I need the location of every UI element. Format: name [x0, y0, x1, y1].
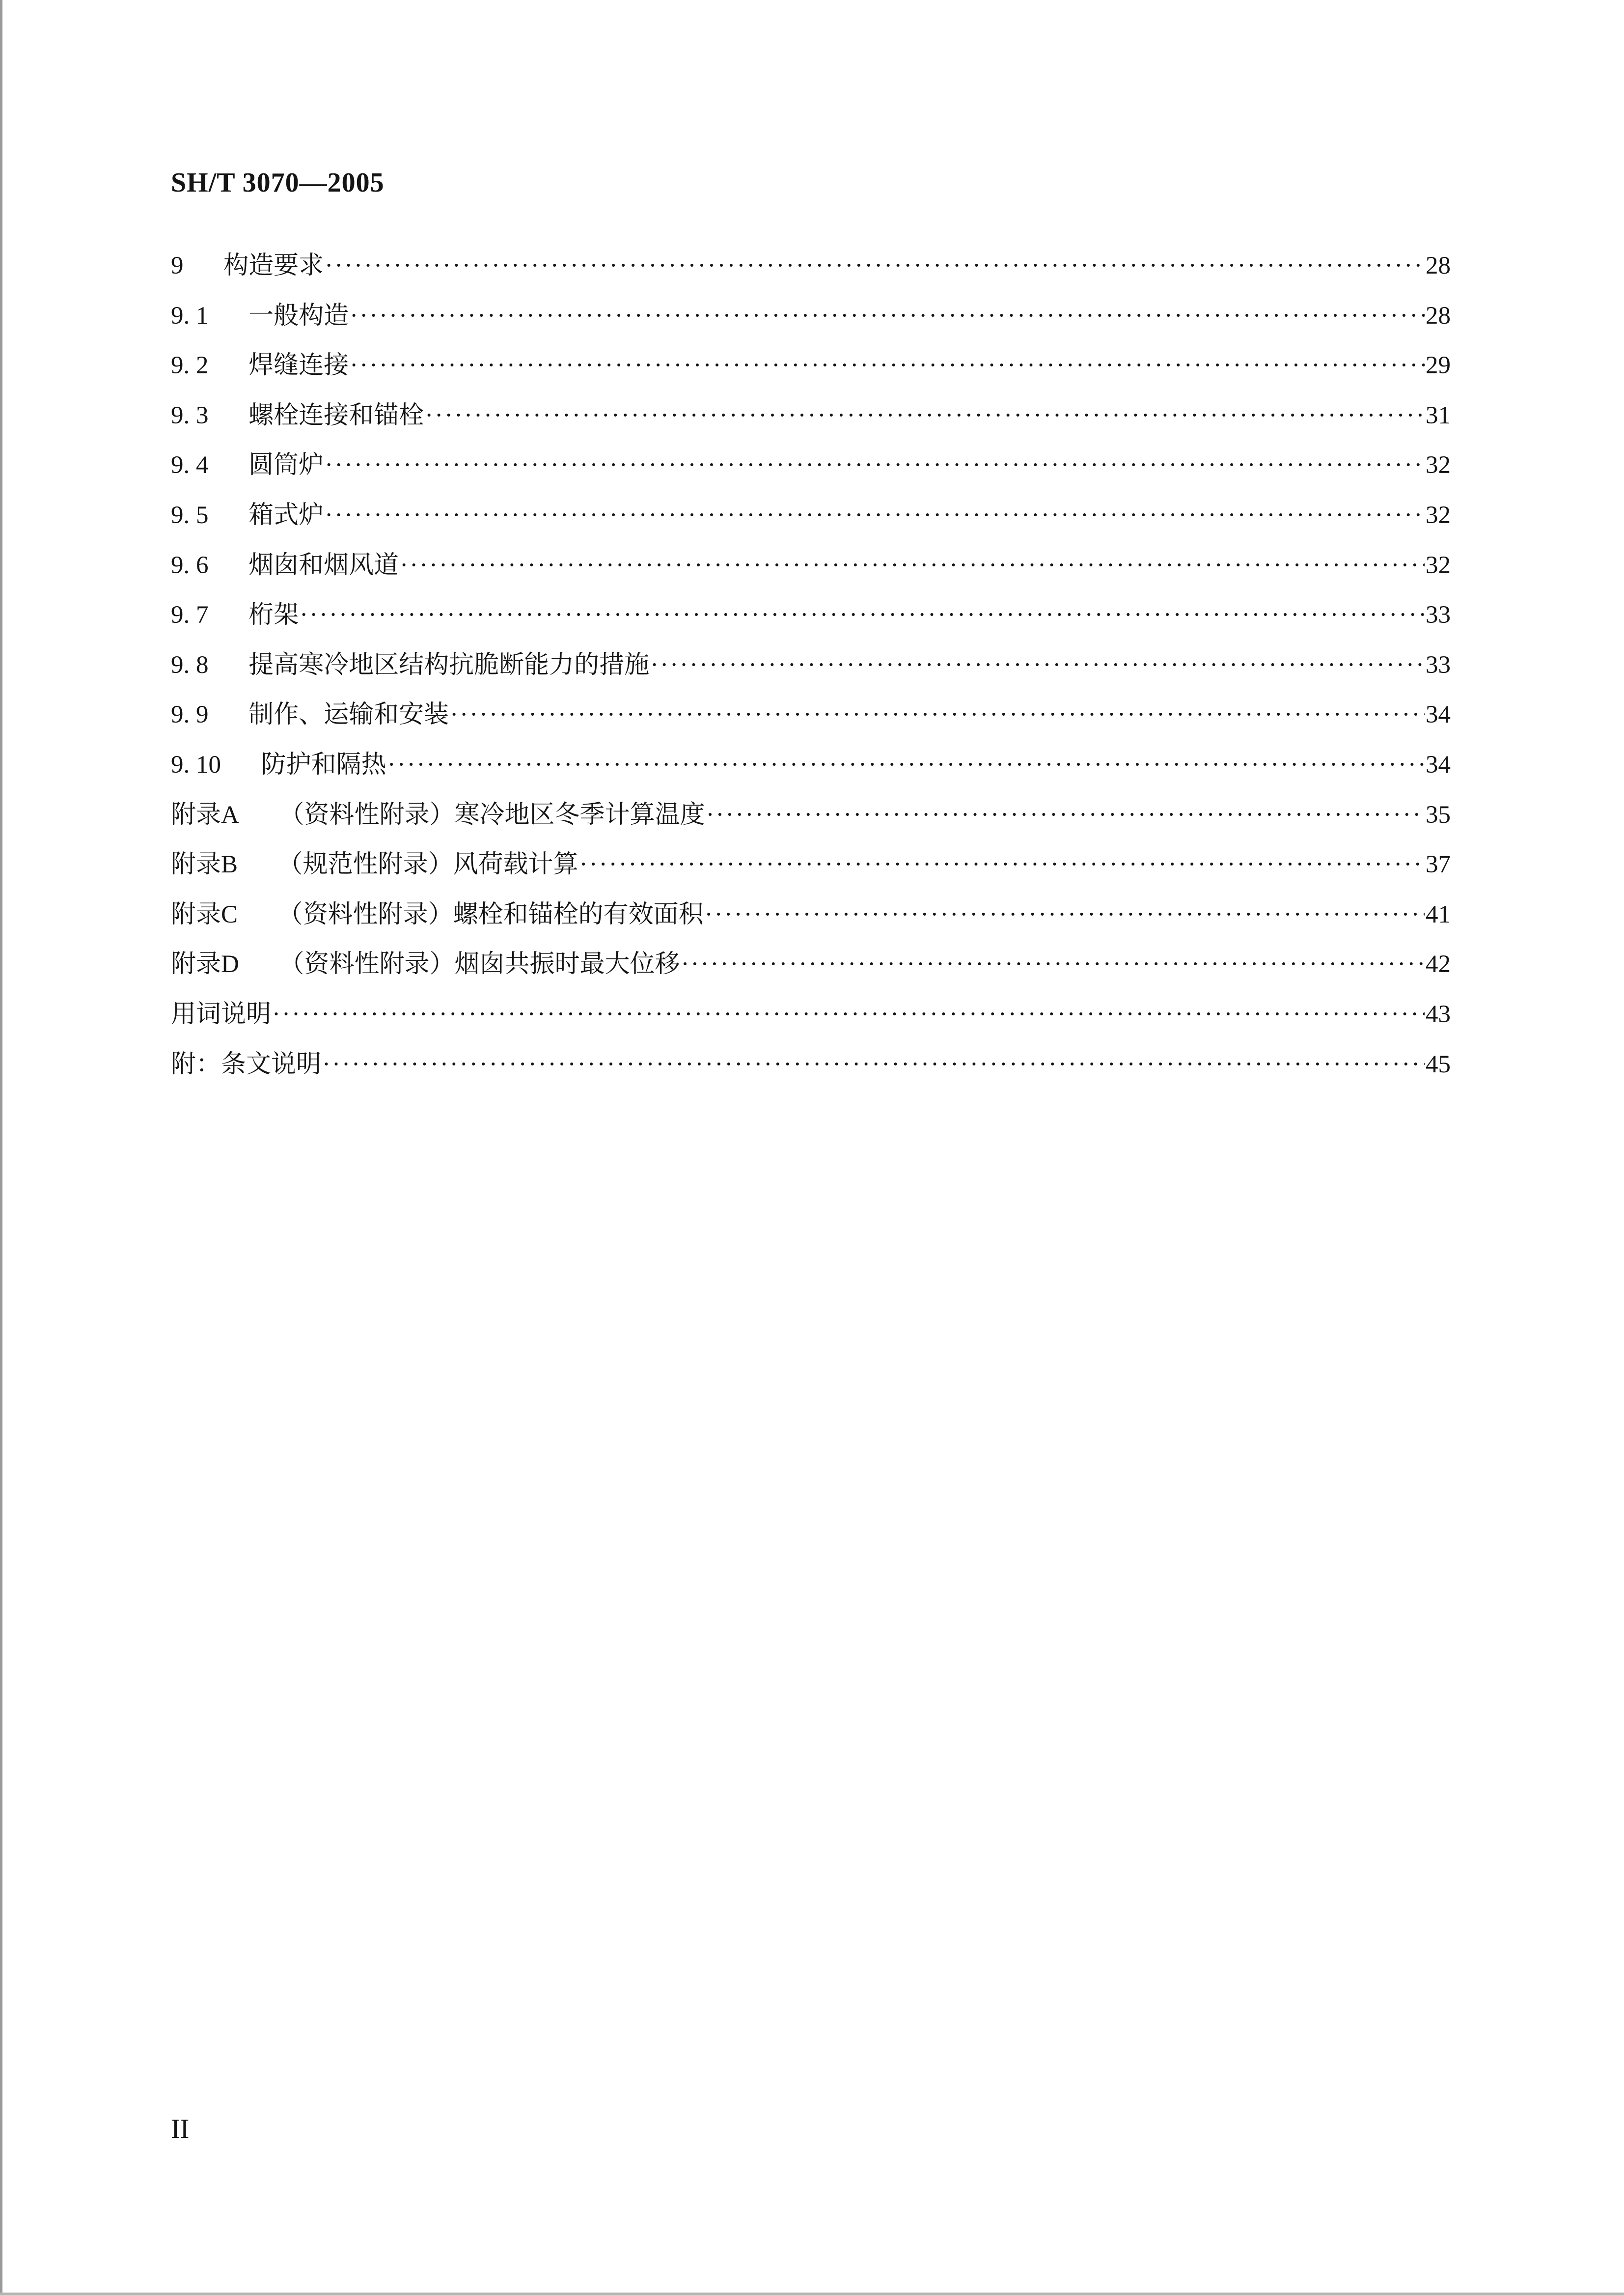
toc-leader-dots: [705, 900, 1425, 929]
toc-entry-9-7[interactable]: [171, 594, 1451, 644]
toc-entry-9-10[interactable]: [171, 744, 1451, 794]
toc-page-number: 32: [1426, 451, 1451, 479]
toc-leader-dots: [387, 751, 1425, 779]
toc-leader-dots: [579, 850, 1425, 879]
toc-section-number: 附录A: [171, 801, 239, 829]
toc-page-number: 33: [1426, 651, 1451, 679]
toc-page-number: 42: [1426, 951, 1451, 979]
toc-entry-appendix-d[interactable]: [171, 943, 1451, 993]
toc-title: 提高寒冷地区结构抗脆断能力的措施: [248, 650, 650, 679]
toc-section-number: 9. 1: [171, 302, 209, 330]
toc-title: （资料性附录）螺栓和锚栓的有效面积: [277, 899, 704, 929]
toc-leader-dots: [650, 651, 1425, 679]
table-of-contents: [171, 245, 1451, 1093]
toc-entry-appendix-b[interactable]: [171, 843, 1451, 894]
toc-title: 一般构造: [248, 301, 349, 330]
toc-leader-dots: [300, 601, 1425, 629]
standard-code: SH/T 3070—2005: [171, 168, 385, 198]
toc-section-number: 9. 3: [171, 401, 209, 429]
toc-section-number: 附录B: [171, 851, 238, 879]
toc-entry-9-6[interactable]: [171, 544, 1451, 594]
toc-entry-9-4[interactable]: [171, 444, 1451, 494]
toc-leader-dots: [450, 700, 1425, 729]
toc-page-number: 31: [1426, 401, 1451, 429]
toc-leader-dots: [322, 1050, 1425, 1079]
toc-title: 圆筒炉: [248, 450, 324, 480]
toc-title: 附：条文说明: [171, 1049, 322, 1079]
toc-entry-9-8[interactable]: [171, 644, 1451, 694]
toc-page-number: 33: [1426, 601, 1451, 629]
toc-leader-dots: [325, 451, 1425, 479]
toc-page-number: 32: [1426, 501, 1451, 529]
toc-section-number: 9. 6: [171, 551, 209, 579]
toc-title: 焊缝连接: [248, 351, 349, 380]
toc-title: 构造要求: [223, 251, 324, 280]
toc-entry-explanation[interactable]: [171, 1043, 1451, 1093]
toc-leader-dots: [400, 551, 1425, 580]
toc-section-number: 9: [171, 252, 184, 280]
toc-entry-9-9[interactable]: [171, 694, 1451, 744]
toc-title: 防护和隔热: [261, 750, 386, 779]
toc-section-number: 9. 5: [171, 501, 209, 529]
toc-page-number: 41: [1426, 900, 1451, 928]
toc-leader-dots: [272, 1000, 1425, 1029]
toc-section-number: 9. 9: [171, 701, 209, 729]
toc-leader-dots: [325, 252, 1425, 280]
toc-entry-9-5[interactable]: [171, 494, 1451, 544]
toc-page-number: 32: [1426, 551, 1451, 579]
toc-entry-9-2[interactable]: [171, 344, 1451, 394]
toc-leader-dots: [706, 801, 1425, 829]
toc-page-number: 35: [1426, 801, 1451, 829]
toc-section-number: 附录C: [171, 900, 238, 928]
toc-title: 用词说明: [171, 999, 272, 1029]
toc-section-number: 9. 4: [171, 451, 209, 479]
toc-entry-terminology[interactable]: [171, 993, 1451, 1043]
toc-title: （资料性附录）烟囱共振时最大位移: [279, 950, 680, 979]
toc-entry-9-1[interactable]: [171, 295, 1451, 345]
toc-page-number: 34: [1426, 701, 1451, 729]
toc-section-number: 9. 2: [171, 352, 209, 380]
toc-page-number: 28: [1426, 302, 1451, 330]
toc-title: 烟囱和烟风道: [248, 550, 399, 580]
toc-title: 箱式炉: [248, 500, 324, 530]
toc-page-number: 29: [1426, 352, 1451, 380]
toc-section-number: 9. 10: [171, 751, 221, 779]
toc-entry-appendix-c[interactable]: [171, 894, 1451, 944]
toc-entry-9-3[interactable]: [171, 394, 1451, 445]
scan-edge: [0, 2293, 1624, 2295]
toc-leader-dots: [350, 351, 1425, 380]
toc-title: （资料性附录）寒冷地区冬季计算温度: [279, 800, 705, 829]
toc-page-number: 28: [1426, 252, 1451, 280]
toc-leader-dots: [325, 501, 1425, 530]
toc-title: （规范性附录）风荷载计算: [277, 850, 578, 879]
page-folio: II: [171, 2114, 190, 2144]
toc-leader-dots: [681, 950, 1425, 979]
toc-entry-9[interactable]: [171, 245, 1451, 295]
toc-title: 桁架: [248, 600, 299, 630]
toc-section-number: 9. 7: [171, 601, 209, 629]
toc-leader-dots: [425, 401, 1425, 430]
toc-title: 制作、运输和安装: [248, 700, 449, 729]
toc-section-number: 9. 8: [171, 651, 209, 679]
scan-edge: [0, 0, 2, 2295]
toc-page-number: 34: [1426, 751, 1451, 779]
toc-page-number: 45: [1426, 1050, 1451, 1078]
toc-page-number: 43: [1426, 1000, 1451, 1028]
toc-entry-appendix-a[interactable]: [171, 794, 1451, 844]
toc-title: 螺栓连接和锚栓: [248, 400, 424, 430]
toc-page-number: 37: [1426, 851, 1451, 879]
toc-section-number: 附录D: [171, 951, 239, 979]
toc-leader-dots: [350, 302, 1425, 330]
